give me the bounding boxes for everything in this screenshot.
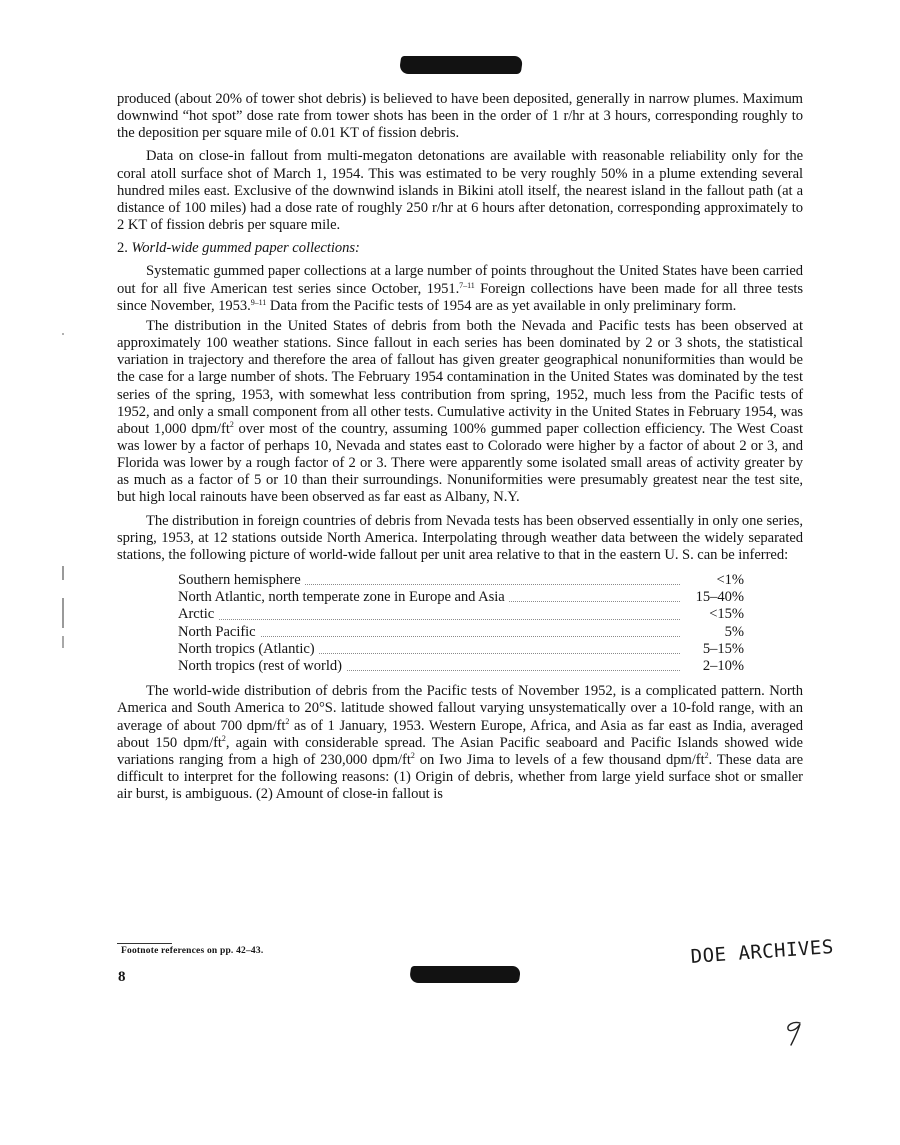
section-number: 2. [117, 240, 128, 257]
fallout-value-cell: <15% [709, 606, 744, 623]
margin-speck [62, 636, 64, 648]
page-number: 8 [118, 969, 126, 985]
fallout-table-row [178, 606, 744, 623]
paragraph-tower-shot-debris: produced (about 20% of tower shot debris) is believed to have been deposited, generally in narrow plumes. Maximum downwind “hot spot” dose rate from tower shots has been in the order of 1 r/hr at 3 hours, corresponding roughly to the deposition per square mile of 0.01 KT of fission debris. [117, 91, 803, 142]
footnote-ref: 7–11 [459, 280, 475, 290]
section-heading [117, 240, 803, 257]
redacted-classification-marking-bottom [409, 966, 521, 983]
fallout-table-row [178, 589, 744, 606]
fallout-region-cell [178, 589, 684, 606]
section-title: World-wide gummed paper collections: [131, 240, 360, 257]
fallout-table-row [178, 658, 744, 675]
fallout-region-label: North Atlantic, north temperate zone in Europe and Asia [178, 589, 509, 605]
fallout-value-cell: 2–10% [702, 658, 744, 675]
paragraph-foreign-distribution: The distribution in foreign countries of debris from Nevada tests has been observed essentially in only one series, spring, 1953, at 12 stations outside North America. Interpolating through weather data between the widely separated stations, the following picture of world-wide fallout per unit area relative to that in the eastern U. S. can be inferred: [117, 512, 803, 563]
footnote-ref: 9–11 [250, 297, 267, 307]
margin-speck [62, 566, 64, 580]
fallout-value-cell: <1% [716, 572, 744, 589]
handwritten-nine-glyph [780, 1018, 810, 1048]
dot-leader [178, 619, 680, 620]
paragraph-pacific-tests-distribution: The world-wide distribution of debris from the Pacific tests of November 1952, is a complicated pattern. North America and South America to 20°S. latitude showed fallout varying unsystematically over a 10-fold range, with an average of about 700 dpm/$ft^2$ as of 1 January, 1953. Western Europe, Africa, and Asia as far east as India, averaged about 150 dpm/$ft^2$, again with considerable spread. The Asian Pacific seaboard and Pacific Islands showed wide variations ranging from a high of 230,000 dpm/$ft^2$ on Iwo Jima to levels of a few thousand dpm/$ft^2$. These data are difficult to interpret for the following reasons: (1) Origin of debris, whether from large yield surface shot or smaller air burst, is ambiguous. (2) Amount of close-in fallout is [117, 683, 804, 803]
fallout-region-cell [178, 658, 684, 675]
fallout-region-cell [178, 606, 684, 623]
paragraph-close-in-fallout: Data on close-in fallout from multi-megaton detonations are available with reasonable reliability only for the coral atoll surface shot of March 1, 1954. This was estimated to be very roughly 50% in a plume extending several hundred miles east. Exclusive of the downwind islands in Bikini atoll itself, the nearest island in the fallout path (at a distance of 100 miles) had a dose rate of roughly 250 r/hr at 6 hours after detonation, corresponding approximately to 2 KT of fission debris per square mile. [117, 148, 803, 234]
fallout-value-cell: 5% [724, 623, 744, 640]
fallout-value-cell: 15–40% [695, 589, 744, 606]
footnote-divider [117, 943, 172, 944]
fallout-table-row [178, 624, 744, 641]
fallout-table-row [178, 641, 744, 658]
handwritten-page-mark [780, 1018, 810, 1053]
margin-speck [62, 333, 64, 335]
fallout-region-cell [178, 641, 684, 658]
fallout-region-label: North Pacific [178, 624, 260, 640]
footnote: Footnote references on pp. 42–43. [121, 946, 264, 956]
fallout-value-cell: 5–15% [702, 640, 744, 657]
fallout-region-cell [178, 624, 684, 641]
fallout-region-label: Southern hemisphere [178, 572, 305, 588]
fallout-region-cell [178, 572, 684, 589]
fallout-table [178, 572, 744, 675]
fallout-table-row [178, 572, 744, 589]
fallout-region-label: Arctic [178, 606, 218, 622]
fallout-region-label: North tropics (Atlantic) [178, 641, 319, 657]
redacted-classification-marking-top [399, 56, 524, 74]
fallout-region-label: North tropics (rest of world) [178, 658, 346, 674]
paragraph-gummed-paper-collections: Systematic gummed paper collections at a large number of points throughout the United States have been carried out for all five American test series since October, 1951.$^{7-11}$ Foreign collections have been made for all three tests since November, 1953.$^{9-11}$ Data from the Pacific tests of 1954 are as yet available in only preliminary form. [117, 263, 803, 314]
margin-speck [62, 598, 64, 628]
paragraph-us-distribution: The distribution in the United States of debris from both the Nevada and Pacific tests has been observed at approximately 100 weather stations. Since fallout in each series has been dominated by 2 or 3 shots, the statistical variation in trajectory and therefore the area of fallout has given greater geographical nonuniformities than would be the case for a large number of shots. The February 1954 contamination in the United States was dominated by the test series of the spring, 1953, with somewhat less contribution from spring, 1952, much less from the Pacific tests of 1952, and only a small component from all other tests. Cumulative activity in the United States in February 1954, was about 1,000 dpm/$ft^2$ over most of the country, assuming 100% gummed paper collection efficiency. The West Coast was lower by a factor of perhaps 10, Nevada and states east to Colorado were higher by a factor of about 2 or 3, and Florida was lower by a rough factor of 2 or 3. There were apparently some isolated small areas of activity greater by as much as a factor of 5 or 10 than their surroundings. Nonuniformities were presumably greatest near the test site, but high local rainouts have been observed as far east as Albany, N.Y. [117, 317, 803, 506]
archive-stamp: DOE ARCHIVES [690, 936, 835, 968]
document-body [117, 91, 803, 803]
